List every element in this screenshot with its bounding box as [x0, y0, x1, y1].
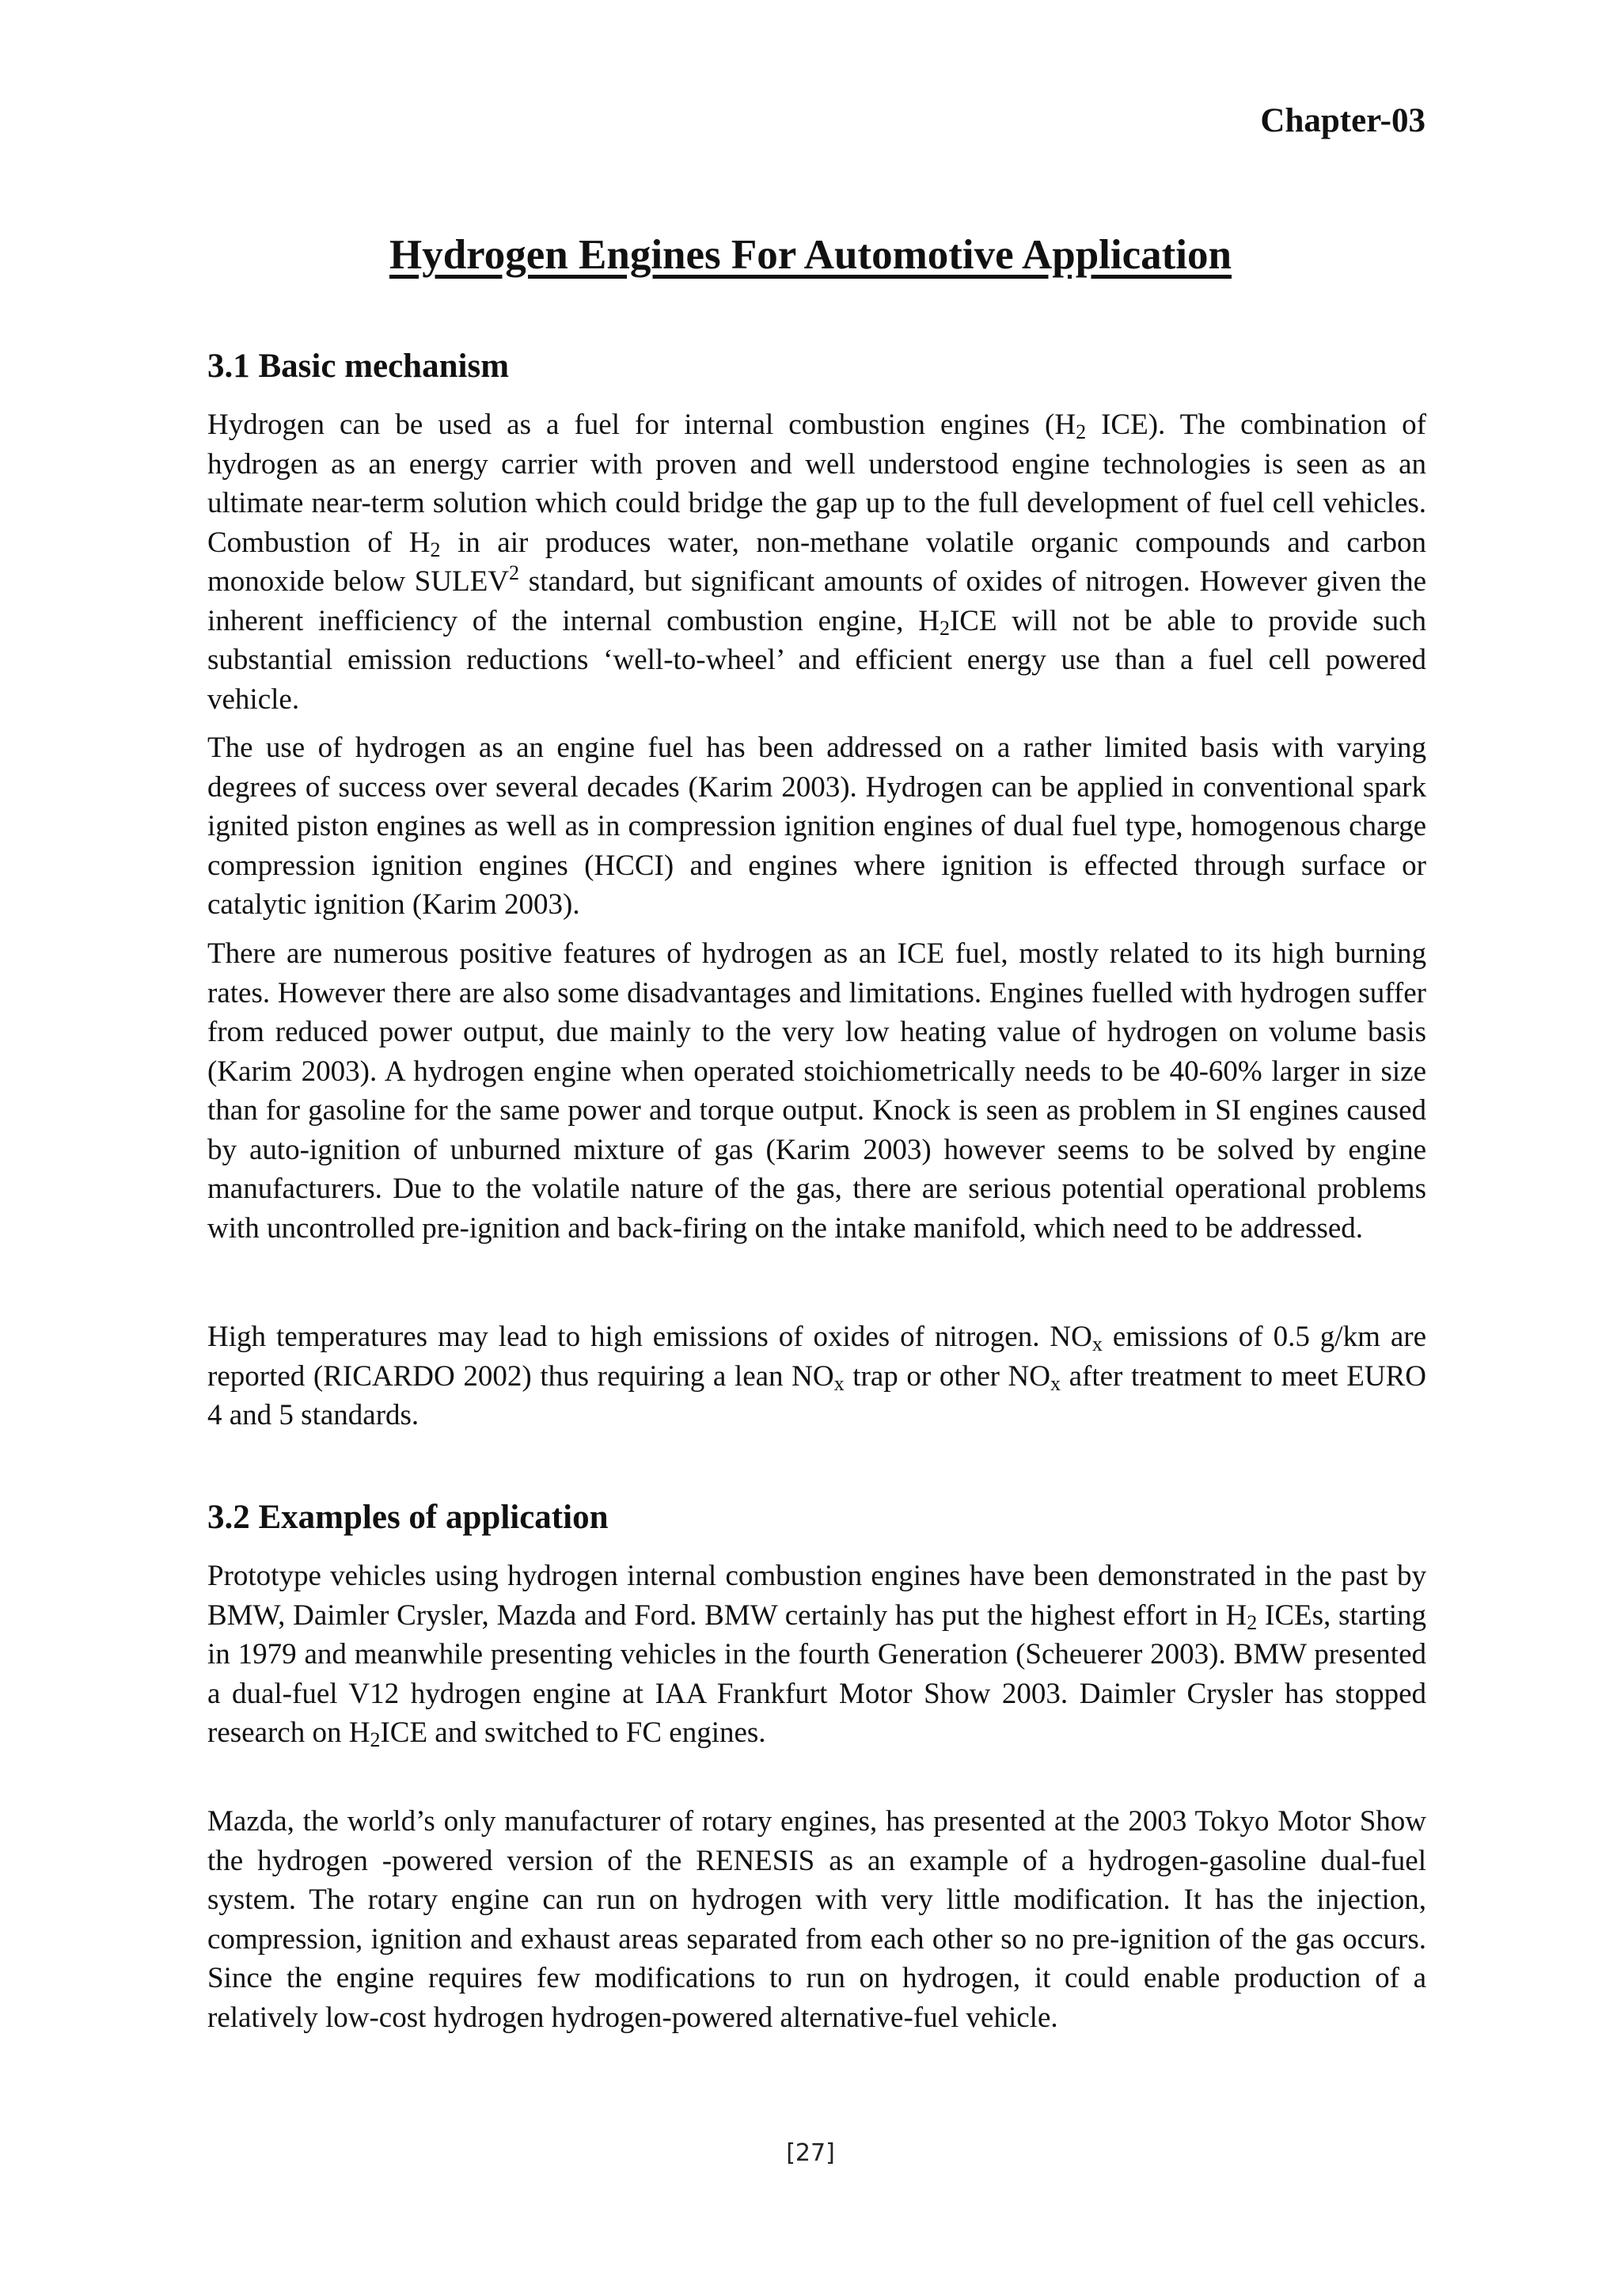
text-segment: Prototype vehicles using hydrogen internal combustion engines have been demonstrated in the past by BMW, Daimler Crysler, Mazda and Ford. BMW certainly has put the highest effort in H [207, 1560, 1426, 1632]
paragraph-hydrogen-ice-intro [207, 405, 1426, 719]
subscript: 2 [430, 538, 441, 561]
subscript: 2 [1076, 420, 1087, 443]
subscript: x [833, 1371, 845, 1395]
subscript: 2 [1247, 1610, 1258, 1634]
page-title: Hydrogen Engines For Automotive Application [389, 232, 1232, 278]
paragraph-engine-fuel-use: The use of hydrogen as an engine fuel has been addressed on a rather limited basis with varying degrees of success over several decades (Karim 2003). Hydrogen can be applied in conventional spark ignited piston engines as well as in compression ignition engines of dual fuel type, homogenous charge compression ignition engines (HCCI) and engines where ignition is effected through surface or catalytic ignition (Karim 2003). [207, 732, 1426, 921]
text-segment: ICEs, starting in 1979 and meanwhile presenting vehicles in the fourth Generation (Scheuerer 2003). BMW presented a dual-fuel V12 hydrogen engine at IAA Frankfurt Motor Show 2003. Daimler Crysler has stopped research on H [207, 1598, 1427, 1749]
superscript: 2 [509, 561, 520, 584]
text-segment: emissions of 0.5 g/km are reported (RICARDO 2002) thus requiring a lean NO [207, 1321, 1426, 1393]
text-segment: in air produces water, non-methane volatile organic compounds and carbon monoxide below SULEV [207, 526, 1426, 598]
subscript: 2 [939, 616, 950, 640]
text-segment: standard, but significant amounts of oxides of nitrogen. However given the inherent inefficiency of the internal combustion engine, H [207, 565, 1426, 637]
text-segment: Hydrogen can be used as a fuel for internal combustion engines (H [207, 409, 1076, 441]
text-segment: after treatment to meet EURO 4 and 5 standards. [207, 1359, 1426, 1431]
text-segment: ICE and switched to FC engines. [380, 1716, 766, 1749]
section-heading-3-1: 3.1 Basic mechanism [207, 348, 510, 385]
page-number: [27] [786, 2139, 835, 2167]
paragraph-mazda-rotary: Mazda, the world’s only manufacturer of rotary engines, has presented at the 2003 Tokyo Motor Show the hydrogen -powered version of the RENESIS as an example of a hydrogen-gasoline dual-fuel system. The rotary engine can run on hydrogen with very little modification. It has the injection, compression, ignition and exhaust areas separated from each other so no pre-ignition of the gas occurs. Since the engine requires few modifications to run on hydrogen, it could enable production of a relatively low-cost hydrogen hydrogen-powered alternative-fuel vehicle. [207, 1805, 1426, 2034]
subscript: 2 [370, 1728, 381, 1751]
paragraph-positive-features: There are numerous positive features of hydrogen as an ICE fuel, mostly related to its high burning rates. However there are also some disadvantages and limitations. Engines fuelled with hydrogen suffer from reduced power output, due mainly to the very low heating value of hydrogen on volume basis (Karim 2003). A hydrogen engine when operated stoichiometrically needs to be 40-60% larger in size than for gasoline for the same power and torque output. Knock is seen as problem in SI engines caused by auto-ignition of unburned mixture of gas (Karim 2003) however seems to be solved by engine manufacturers. Due to the volatile nature of the gas, there are serious potential operational problems with uncontrolled pre-ignition and back-firing on the intake manifold, which need to be addressed. [207, 937, 1426, 1245]
text-segment: High temperatures may lead to high emissions of oxides of nitrogen. NO [207, 1321, 1092, 1353]
text-segment: ICE will not be able to provide such substantial emission reductions ‘well-to-wheel’ and efficient energy use than a fuel cell powered vehicle. [207, 604, 1426, 716]
paragraph-prototype-vehicles [207, 1557, 1426, 1753]
text-segment: trap or other NO [844, 1359, 1050, 1393]
text-segment: ICE). The combination of hydrogen as an energy carrier with proven and well understood engine technologies is seen as an ultimate near-term solution which could bridge the gap up to the full development of fuel cell vehicles. Combustion of H [207, 409, 1427, 559]
subscript: x [1050, 1371, 1061, 1395]
chapter-label: Chapter-03 [1260, 102, 1425, 139]
paragraph-nox-emissions [207, 1317, 1426, 1435]
subscript: x [1091, 1332, 1103, 1355]
section-heading-3-2: 3.2 Examples of application [207, 1499, 609, 1536]
